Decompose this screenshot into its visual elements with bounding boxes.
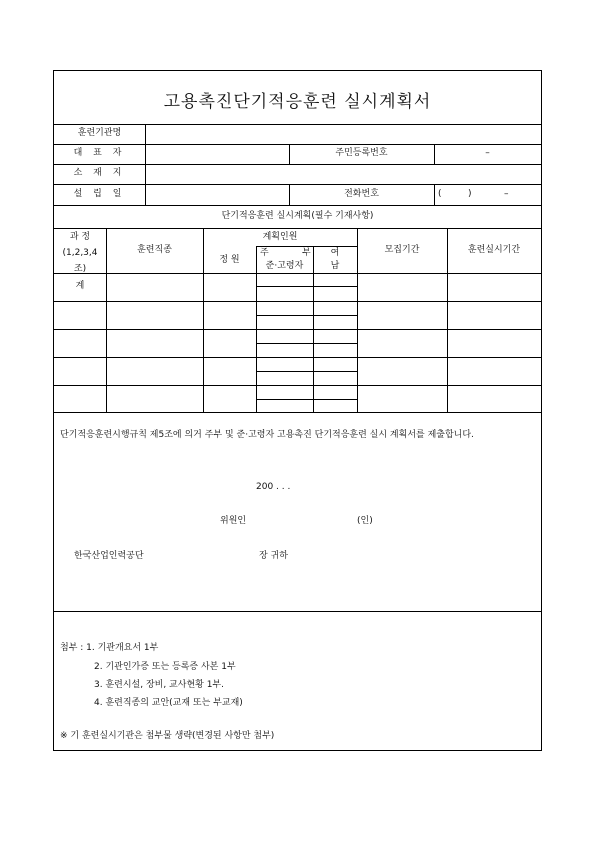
divider	[257, 286, 357, 287]
form-title: 고용촉진단기적응훈련 실시계획서	[163, 92, 432, 112]
course-header-line1: 과 정	[69, 232, 91, 242]
main-header: 주	[260, 248, 269, 258]
recipient-org: 한국산업인력공단	[74, 551, 144, 561]
attachment-item: 2. 기관인가증 또는 등록증 사본 1부	[94, 662, 236, 672]
female-header: 여	[330, 248, 340, 258]
divider	[54, 357, 541, 358]
phone-field[interactable]	[435, 185, 541, 205]
recruit-period-header: 모집기간	[384, 245, 420, 255]
divider	[54, 385, 541, 386]
divider	[257, 371, 357, 372]
phone-dash: –	[504, 189, 509, 199]
attachment-lead: 첨부 : 1. 기관개요서 1부	[60, 643, 159, 653]
representative-label: 대 표 자	[73, 148, 126, 158]
divider	[54, 412, 541, 413]
semi-aged-header: 준·고령자	[265, 261, 304, 271]
divider	[54, 329, 541, 330]
institution-label: 훈련기관명	[77, 128, 122, 138]
representative-field[interactable]	[146, 145, 289, 164]
divider	[54, 144, 541, 145]
resident-number-label: 주민등록번호	[335, 148, 388, 158]
divider	[257, 315, 357, 316]
job-type-header: 훈련직종	[137, 245, 172, 255]
phone-label: 전화번호	[344, 189, 379, 199]
training-period-header: 훈련실시기간	[467, 245, 521, 255]
sub-header: 부	[302, 248, 311, 258]
male-header: 남	[330, 261, 340, 271]
institution-field[interactable]	[146, 125, 541, 144]
delegate-label: 위원인	[220, 516, 247, 526]
total-label: 계	[75, 281, 85, 291]
attachment-item: 4. 훈련직종의 교안(교재 또는 부교재)	[94, 698, 243, 708]
divider	[257, 399, 357, 400]
divider	[54, 301, 541, 302]
divider	[54, 611, 541, 612]
capacity-header: 정 원	[219, 255, 240, 265]
divider	[54, 205, 541, 206]
attachment-item: 3. 훈련시설, 장비, 교사현황 1부.	[94, 680, 224, 690]
recipient-suffix: 장 귀하	[259, 551, 288, 561]
attachment-note: ※ 기 훈련실시기관은 첨부물 생략(변경된 사항만 첨부)	[60, 731, 275, 741]
resident-number-field[interactable]: –	[485, 148, 490, 158]
divider	[54, 228, 541, 229]
planned-personnel-header: 계획인원	[262, 232, 298, 242]
established-label: 설 립 일	[73, 189, 126, 199]
course-header-line2: (1,2,3,4	[62, 248, 98, 258]
statement-text: 단기적응훈련시행규칙 제5조에 의거 주부 및 준·고령자 고용촉진 단기적응훈련 실시 계획서를 제출합니다.	[60, 430, 474, 440]
seal-label: (인)	[357, 516, 373, 526]
divider	[256, 246, 357, 247]
phone-paren-close: )	[468, 189, 472, 199]
established-field[interactable]	[146, 185, 289, 205]
divider	[54, 273, 541, 274]
divider	[257, 343, 357, 344]
plan-heading: 단기적응훈련 실시계획(필수 기재사항)	[221, 211, 374, 221]
phone-paren-open: (	[438, 189, 442, 199]
address-label: 소 재 지	[73, 168, 126, 178]
application-form	[53, 70, 542, 751]
address-field[interactable]	[146, 165, 541, 184]
submission-date[interactable]: 200 . . .	[256, 482, 291, 492]
course-header-line3: 조)	[73, 264, 87, 272]
